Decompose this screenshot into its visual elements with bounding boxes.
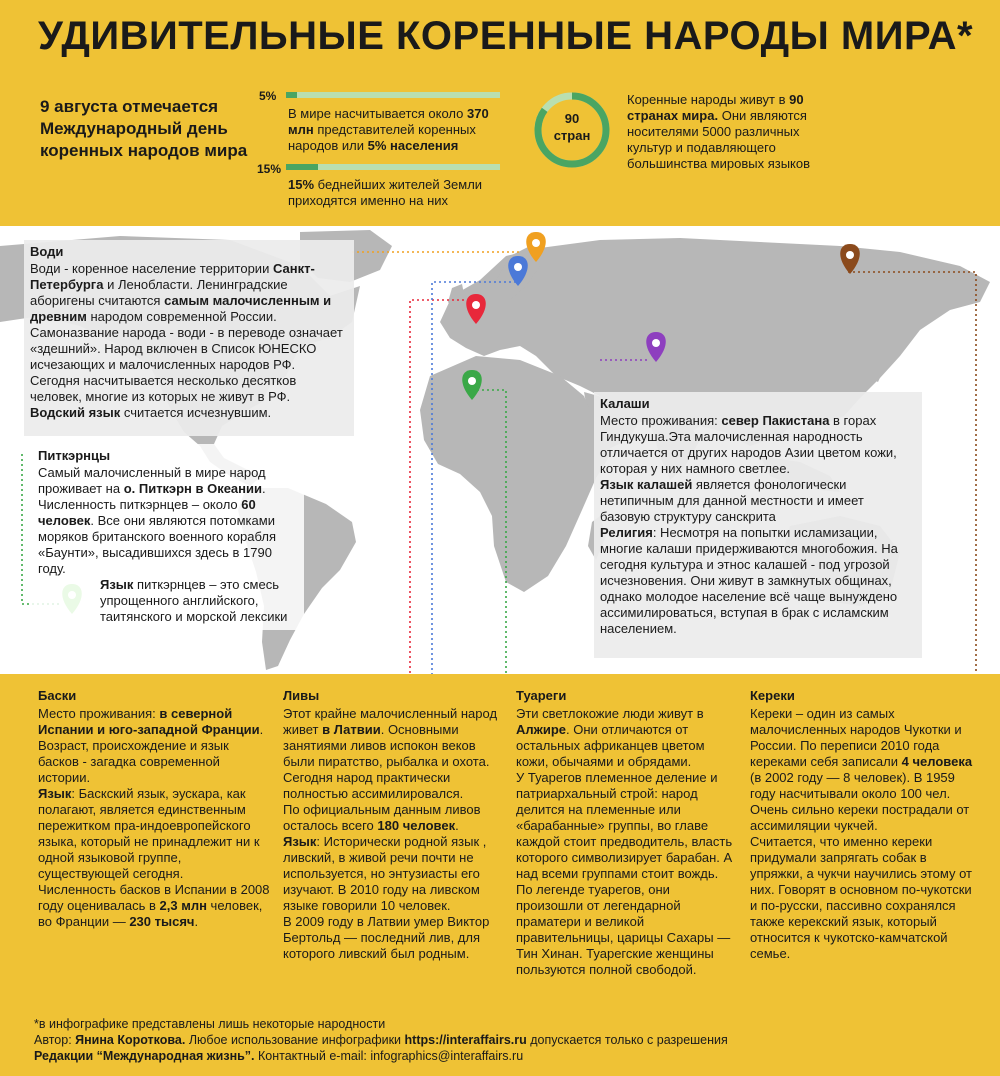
page-title: УДИВИТЕЛЬНЫЕ КОРЕННЫЕ НАРОДЫ МИРА* (38, 14, 974, 58)
kalash-religion-text: Религия: Несмотря на попытки исламизации, многие калаши придерживаются многобожия. На сегодня культура и этнос калашей - под угрозой исчезновения. Они живут в замкнутых общинах, однако молодое население всё чаще вынуждено ассимилироваться, вступая в брак с исламским населением. (600, 525, 898, 636)
stat1-bar-fill (286, 92, 297, 98)
basques-title: Баски (38, 688, 77, 703)
livs-title: Ливы (283, 688, 320, 703)
kereki-column: Кереки Кереки – один из самых малочисленных народов Чукотки и России. По переписи 2010 года кереками себя записали 4 человека (в 2002 году — 8 человек). В 1959 году насчитывали около 100 чел. Очень сильно кереки пострадали от ассимиляции чукчей. Считается, что именно кереки придумали запрягать собак в упряжки, а чукчи научились этому от них. Говорят в основном по-чукотски и по-русски, пассивно сохранялся также керекский язык, который относится к чукотско-камчатской семье. (750, 688, 976, 962)
ring-label: 90 стран (553, 111, 591, 143)
vodi-title: Води (30, 244, 64, 259)
stat1-text: В мире насчитывается около 370 млн представителей коренных народов или 5% населения (288, 106, 489, 153)
footer-link[interactable]: https://interaffairs.ru (404, 1033, 527, 1047)
countries-text: Коренные народы живут в 90 странах мира. Они являются носителями 5000 различных культур и подавляющего большинства мировых языков (627, 92, 811, 171)
pitcairn-lang-text: Язык питкэрнцев – это смесь упрощенного английского, таитянского и морской лексики (100, 577, 288, 624)
livs-column: Ливы Этот крайне малочисленный народ живет в Латвии. Основными занятиями ливов испокон веков были пиратство, рыбалка и охота. Сегодня народ практически полностью ассимилировался. По официальным данным ливов осталось всего 180 человек. Язык: Исторически родной язык , ливский, в живой речи почти не используется, но энтузиасты его изучают. В 2010 году на ливском языке говорили 10 человек. В 2009 году в Латвии умер Виктор Бертольд — последний лив, для которого ливский был родным. (283, 688, 498, 961)
footer-note: *в инфографике представлены лишь некоторые народности (34, 1017, 386, 1031)
footer (34, 1016, 728, 1064)
pitcairn-text: Самый малочисленный в мире народ проживает на о. Питкэрн в Океании. Численность питкэрнцев – около 60 человек. Все они являются потомками моряков британского военного корабля «Баунти», высадившихся здесь в 1790 году. (38, 465, 277, 576)
vodi-panel (24, 240, 354, 436)
footer-author: Автор: Янина Короткова. Любое использование инфографики https://interaffairs.ru допускается только с разрешения (34, 1033, 728, 1047)
kalash-text: Место проживания: север Пакистана в горах Гиндукуша.Эта малочисленная народность отличается от других народов Азии цветом кожи, которая у них намного светлее. (600, 413, 897, 476)
footer-editor: Редакции “Международная жизнь”. Контактный e-mail: infographics@interaffairs.ru (34, 1049, 524, 1063)
tuareg-title: Туареги (516, 688, 567, 703)
basques-connector (410, 300, 474, 674)
kalash-panel (594, 392, 922, 658)
kalash-lang-text: Язык калашей является фонологически нетипичным для данной местности и имеет базовую структуру санскрита (600, 477, 864, 524)
vodi-text: Води - коренное население территории Санкт-Петербурга и Ленобласти. Ленинградские аборигены считаются самым малочисленным и древним народом современной России. Самоназвание народа - води - в переводе означает «здешний». Народ включен в Список ЮНЕСКО исчезающих и малочисленных народов РФ. Сегодня насчитывается несколько десятков человек, многие из которых не живут в РФ. Водский язык считается исчезнувшим. (30, 261, 343, 420)
africa-shape (420, 356, 612, 592)
stat1-percent: 5% (259, 89, 277, 103)
pitcairn-panel (32, 444, 304, 630)
stat2-bar (286, 164, 500, 170)
intro-text: 9 августа отмечается Международный день коренных народов мира (40, 97, 248, 160)
pitcairn-title: Питкэрнцы (38, 448, 111, 463)
kalash-title: Калаши (600, 396, 650, 411)
stat2-percent: 15% (257, 162, 282, 176)
stat2-text: 15% беднейших жителей Земли приходятся именно на них (288, 177, 483, 208)
stat1-bar (286, 92, 500, 98)
kereki-title: Кереки (750, 688, 795, 703)
basques-column: Баски Место проживания: в северной Испании и юго-западной Франции. Возраст, происхождение и язык басков - загадка современной истории. Язык: Баскский язык, эускара, как полагают, является единственным пережитком пра-индоевропейского языка, который не принадлежит ни к одной языковой группе, существующей сегодня. Численность басков в Испании в 2008 году оценивалась в 2,3 млн человек, во Франции — 230 тысяч. (38, 688, 270, 929)
stat2-bar-fill (286, 164, 318, 170)
tuareg-column: Туареги Эти светлокожие люди живут в Алжире. Они отличаются от остальных африканцев цветом кожи, обычаями и обрядами. У Туарегов племенное деление и патриархальный строй: народ делится на племенные или «барабанные» группы, во главе каждой стоит предводитель, власть которого символизирует барабан. А над всеми группами стоит вождь. По легенде туарегов, они произошли от легендарной праматери и великой правительницы, царицы Сахары — Тин Хинан. Туарегские женщины пользуются полной свободой. (516, 688, 736, 978)
